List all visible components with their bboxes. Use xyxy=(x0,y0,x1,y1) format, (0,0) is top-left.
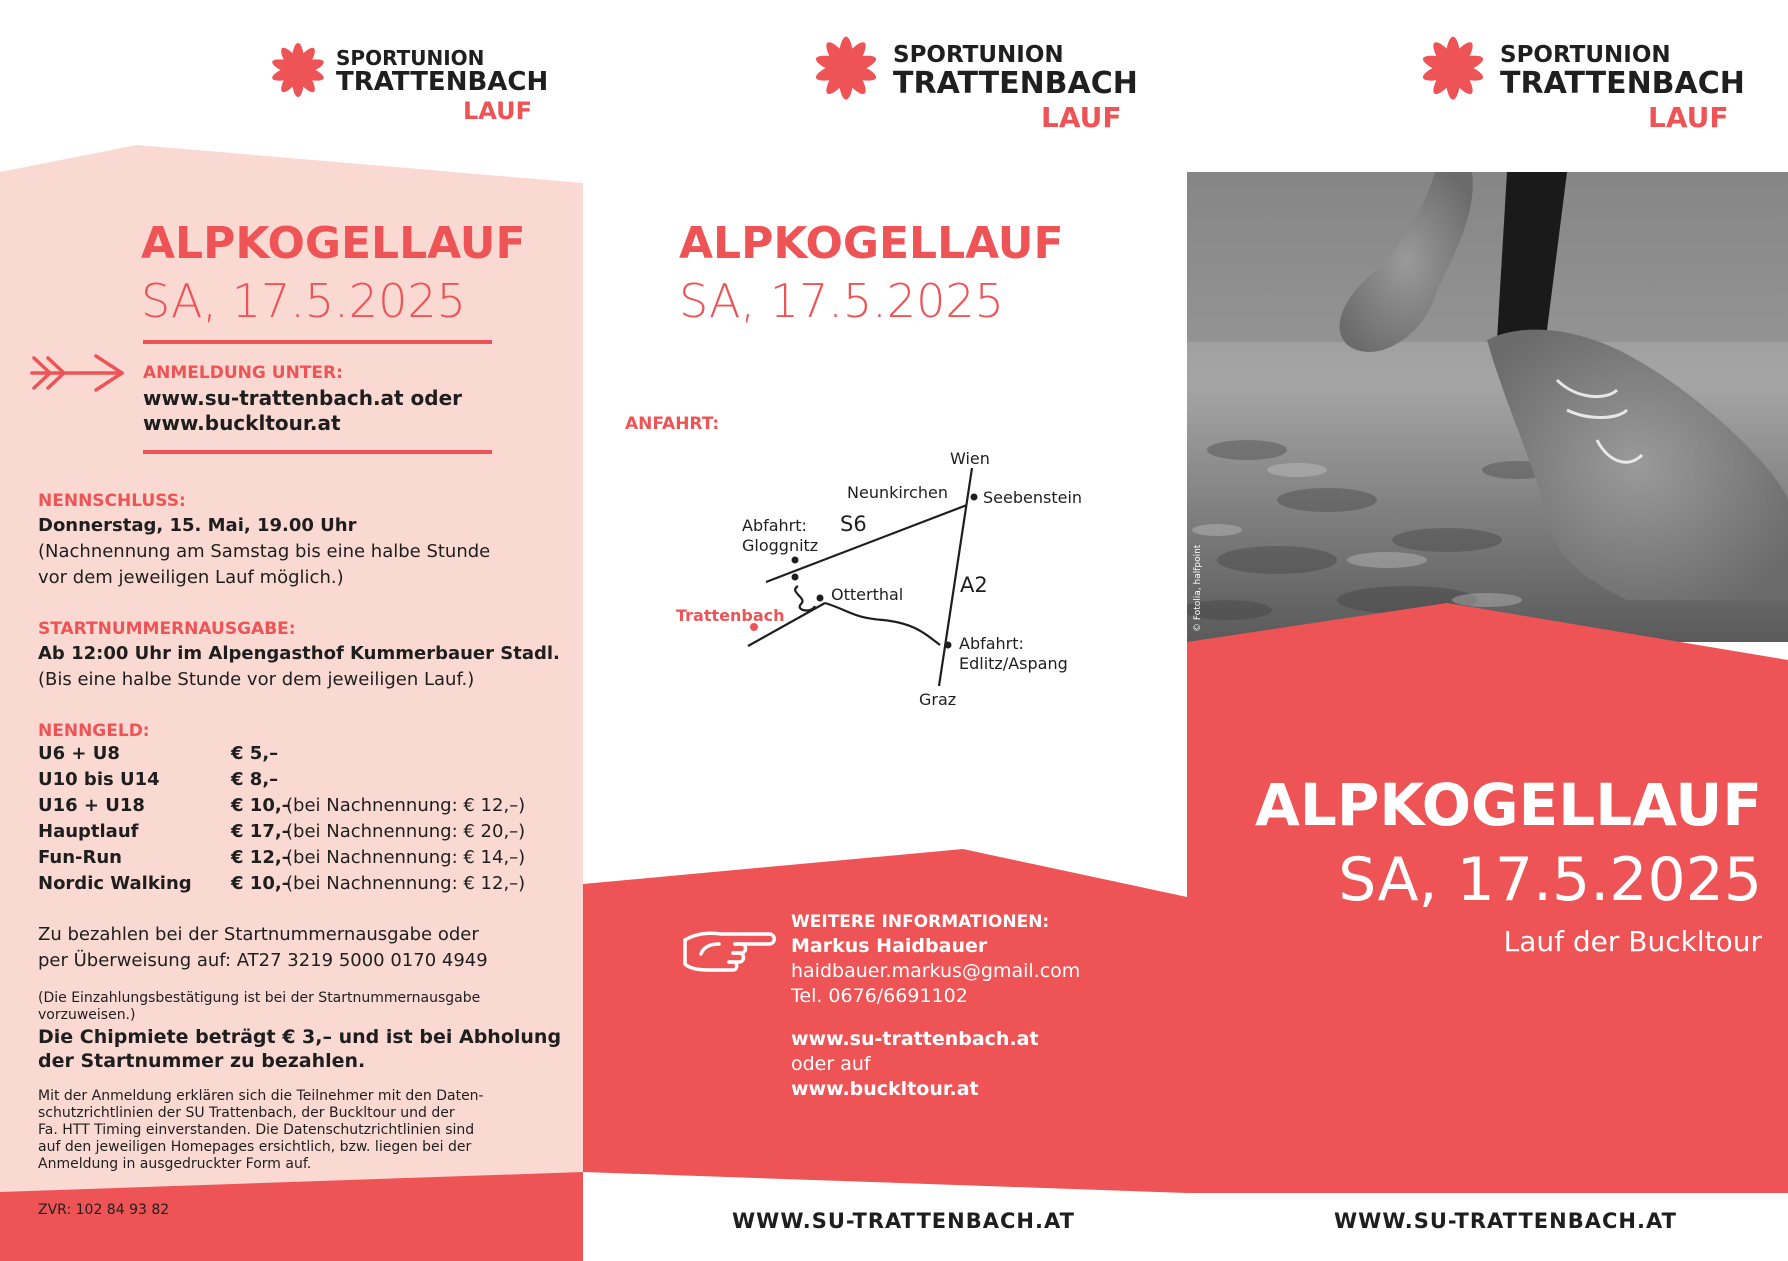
directions-map xyxy=(583,440,1187,720)
logo-line-2: TRATTENBACH xyxy=(893,66,1138,101)
contact-name: Markus Haidbauer xyxy=(791,935,988,957)
chip-line-2: der Startnummer zu bezahlen. xyxy=(38,1050,366,1072)
deadline-date: Donnerstag, 15. Mai, 19.00 Uhr xyxy=(38,515,357,536)
fee-category: U10 bis U14 xyxy=(38,769,160,790)
map-label-wien: Wien xyxy=(950,449,990,468)
contact-web-2[interactable]: www.buckltour.at xyxy=(791,1078,979,1100)
payment-line-2: per Überweisung auf: AT27 3219 5000 0170 4949 xyxy=(38,950,488,971)
hero-title: ALPKOGELLAUF xyxy=(1255,771,1762,839)
payment-line-1: Zu bezahlen bei der Startnummernausgabe oder xyxy=(38,924,479,945)
fee-late: (bei Nachnennung: € 20,–) xyxy=(286,821,526,842)
map-label-neunkirchen: Neunkirchen xyxy=(847,483,948,502)
fee-category: U6 + U8 xyxy=(38,743,120,764)
contact-phone: Tel. 0676/6691102 xyxy=(791,985,968,1007)
asterisk-star-logo-icon xyxy=(1418,33,1488,101)
footer-url[interactable]: WWW.SU-TRATTENBACH.AT xyxy=(732,1209,1075,1233)
bib-time: Ab 12:00 Uhr im Alpengasthof Kummerbauer Stadl. xyxy=(38,643,560,664)
fee-price: € 17,– xyxy=(231,821,291,842)
fees-label: NENNGELD: xyxy=(38,721,150,741)
panel-right-background xyxy=(1187,0,1788,1261)
logo-line-1: SPORTUNION xyxy=(1500,42,1671,68)
asterisk-star-logo-icon xyxy=(268,40,328,98)
contact-web-1[interactable]: www.su-trattenbach.at xyxy=(791,1028,1039,1050)
bib-label: STARTNUMMERNAUSGABE: xyxy=(38,619,296,639)
chip-line-1: Die Chipmiete beträgt € 3,– und ist bei Abholung xyxy=(38,1026,562,1048)
hero-subtitle: Lauf der Buckltour xyxy=(1503,925,1762,958)
fee-category: Fun-Run xyxy=(38,847,122,868)
privacy-line: auf den jeweiligen Homepages ersichtlich, bzw. liegen bei der xyxy=(38,1139,472,1155)
registration-link-1[interactable]: www.su-trattenbach.at oder xyxy=(143,386,463,410)
logo-line-3: LAUF xyxy=(463,97,533,125)
map-label-otterthal: Otterthal xyxy=(831,585,904,604)
fee-price: € 8,– xyxy=(231,769,279,790)
map-label-abfahrt-edlitz-2: Edlitz/Aspang xyxy=(959,654,1068,673)
logo-line-2: TRATTENBACH xyxy=(336,67,549,97)
photo-credit-box xyxy=(1191,524,1207,634)
directions-label: ANFAHRT: xyxy=(625,414,720,434)
map-label-s6: S6 xyxy=(840,512,867,536)
map-label-abfahrt-gloggnitz-1: Abfahrt: xyxy=(742,516,807,535)
payment-note-2: vorzuweisen.) xyxy=(38,1007,136,1023)
event-date: SA, 17.5.2025 xyxy=(679,274,1004,328)
map-label-trattenbach: Trattenbach xyxy=(676,606,785,625)
logo-line-1: SPORTUNION xyxy=(893,42,1064,68)
map-label-abfahrt-edlitz-1: Abfahrt: xyxy=(959,634,1024,653)
fee-price: € 10,– xyxy=(231,795,291,816)
asterisk-star-logo-icon xyxy=(811,33,881,101)
panel-middle xyxy=(583,0,1187,1261)
event-title: ALPKOGELLAUF xyxy=(141,218,526,269)
map-label-seebenstein: Seebenstein xyxy=(983,488,1083,507)
privacy-line: Fa. HTT Timing einverstanden. Die Datenschutzrichtlinien sind xyxy=(38,1122,475,1138)
registration-label: ANMELDUNG UNTER: xyxy=(143,363,343,383)
fee-late: (bei Nachnennung: € 14,–) xyxy=(286,847,526,868)
fee-category: Hauptlauf xyxy=(38,821,139,842)
logo-line-2: TRATTENBACH xyxy=(1500,66,1745,101)
runner-photo xyxy=(1187,172,1788,642)
privacy-line: Anmeldung in ausgedruckter Form auf. xyxy=(38,1156,312,1172)
privacy-line: Mit der Anmeldung erklären sich die Teilnehmer mit den Daten- xyxy=(38,1088,484,1104)
bib-note: (Bis eine halbe Stunde vor dem jeweiligen Lauf.) xyxy=(38,669,475,690)
registration-link-2[interactable]: www.buckltour.at xyxy=(143,411,341,435)
logo-line-3: LAUF xyxy=(1041,101,1122,134)
fee-price: € 5,– xyxy=(231,743,279,764)
logo-line-1: SPORTUNION xyxy=(336,46,485,70)
arrow-right-icon xyxy=(26,350,128,396)
map-label-graz: Graz xyxy=(919,690,957,709)
contact-or: oder auf xyxy=(791,1053,871,1075)
fee-late: (bei Nachnennung: € 12,–) xyxy=(286,873,526,894)
contact-email[interactable]: haidbauer.markus@gmail.com xyxy=(791,960,1081,982)
privacy-line: schutzrichtlinien der SU Trattenbach, der Buckltour und der xyxy=(38,1105,455,1121)
panel-right xyxy=(1187,0,1788,1261)
map-label-a2: A2 xyxy=(960,573,988,597)
pointing-hand-icon xyxy=(679,924,779,982)
footer-url[interactable]: WWW.SU-TRATTENBACH.AT xyxy=(1334,1209,1677,1233)
deadline-label: NENNSCHLUSS: xyxy=(38,491,186,511)
contact-label: WEITERE INFORMATIONEN: xyxy=(791,912,1050,932)
fee-price: € 12,– xyxy=(231,847,291,868)
panel-left xyxy=(0,0,583,1261)
deadline-note-2: vor dem jeweiligen Lauf möglich.) xyxy=(38,567,344,588)
logo-line-3: LAUF xyxy=(1648,101,1729,134)
event-title: ALPKOGELLAUF xyxy=(679,218,1064,269)
zvr-number: ZVR: 102 84 93 82 xyxy=(38,1202,170,1218)
fee-price: € 10,– xyxy=(231,873,291,894)
divider-bottom xyxy=(143,450,492,454)
hero-date: SA, 17.5.2025 xyxy=(1338,845,1762,915)
map-label-abfahrt-gloggnitz-2: Gloggnitz xyxy=(742,536,819,555)
fee-late: (bei Nachnennung: € 12,–) xyxy=(286,795,526,816)
fee-category: U16 + U18 xyxy=(38,795,145,816)
photo-credit: © Fotolia, halfpoint xyxy=(1193,544,1203,632)
deadline-note-1: (Nachnennung am Samstag bis eine halbe Stunde xyxy=(38,541,491,562)
payment-note-1: (Die Einzahlungsbestätigung ist bei der Startnummernausgabe xyxy=(38,990,481,1006)
event-date: SA, 17.5.2025 xyxy=(141,274,466,328)
fee-category: Nordic Walking xyxy=(38,873,192,894)
divider-top xyxy=(143,340,492,344)
